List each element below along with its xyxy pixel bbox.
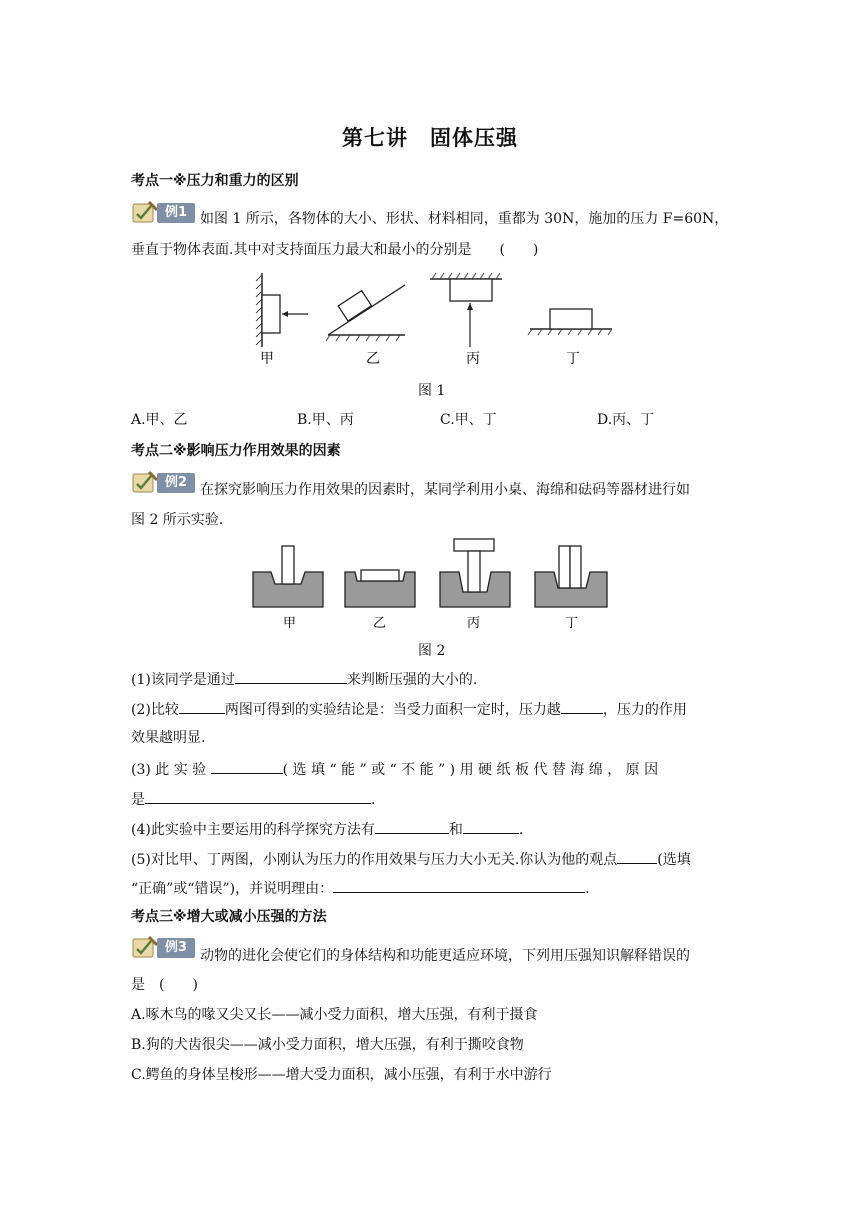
answer-blank[interactable] [375, 818, 449, 834]
example-badge-3 [131, 935, 197, 961]
q3-option-a: A.啄木鸟的喙又尖又长——减小受力面积，增大压强，有利于摄食 [131, 1007, 538, 1023]
figure-1-caption: 图 1 [418, 383, 446, 399]
example-badge-2 [131, 470, 197, 496]
q2-part-5: (5)对比甲、丁两图，小刚认为压力的作用效果与压力大小无关.你认为他的观点 (选填 [131, 848, 691, 870]
q1-option-a: A.甲、乙 [131, 412, 188, 428]
fig1-label-yi: 乙 [366, 351, 380, 367]
fig2-bing [440, 539, 510, 631]
section-heading-3: 考点三※增大或减小压强的方法 [131, 909, 327, 925]
figure-2 [245, 535, 615, 635]
q3-text-line-2: 是 ( ) [131, 977, 198, 993]
q1-option-b: B.甲、丙 [297, 412, 354, 428]
fig1-yi [326, 285, 405, 367]
fig2-label-ding: 丁 [565, 616, 579, 631]
fig2-label-yi: 乙 [373, 616, 387, 631]
q2-part-5-cont: “正确”或“错误”)，并说明理由： . [131, 877, 590, 899]
q2-text-line-1: 在探究影响压力作用效果的因素时，某同学利用小桌、海绵和砝码等器材进行如 [200, 482, 690, 498]
answer-blank[interactable] [179, 698, 225, 714]
q3-option-c: C.鳄鱼的身体呈梭形——增大受力面积，减小压强，有利于水中游行 [131, 1067, 552, 1083]
fig2-yi [345, 570, 415, 631]
fig1-ding [528, 309, 612, 367]
example-badge-1 [131, 200, 197, 226]
page-title: 第七讲 固体压强 [342, 126, 518, 150]
q2-part-4: (4)此实验中主要运用的科学探究方法有 和 . [131, 818, 523, 840]
q2-part-2-cont: 效果越明显. [131, 730, 206, 746]
figure-2-caption: 图 2 [418, 643, 446, 659]
fig2-jia [253, 546, 323, 631]
q2-part-2: (2)比较 两图可得到的实验结论是：当受力面积一定时，压力越 ，压力的作用 [131, 698, 687, 720]
fig1-label-jia: 甲 [260, 351, 274, 367]
q3-text-line-1: 动物的进化会使它们的身体结构和功能更适应环境，下列用压强知识解释错误的 [200, 948, 690, 964]
answer-blank[interactable] [333, 877, 585, 893]
fig2-ding [535, 546, 607, 631]
fig2-label-jia: 甲 [283, 616, 297, 631]
q1-text-line-1: 如图 1 所示，各物体的大小、形状、材料相同，重都为 30N，施加的压力 F=60N， [200, 211, 729, 227]
fig2-label-bing: 丙 [467, 616, 481, 631]
answer-blank[interactable] [235, 668, 347, 684]
answer-blank[interactable] [145, 788, 371, 804]
q2-part-3: (3) 此 实 验 ( 选 填 “ 能 ” 或 “ 不 能 ” ) 用 硬 纸 板 代 替 海 绵 ， 原 因 [131, 758, 658, 780]
figure-1 [230, 265, 630, 375]
answer-blank[interactable] [617, 848, 657, 864]
q1-text-line-2: 垂直于物体表面.其中对支持面压力最大和最小的分别是 ( ) [131, 242, 539, 258]
q3-option-b: B.狗的犬齿很尖——减小受力面积，增大压强，有利于撕咬食物 [131, 1037, 524, 1053]
answer-blank[interactable] [211, 758, 283, 774]
answer-blank[interactable] [561, 698, 603, 714]
fig1-label-ding: 丁 [566, 351, 580, 367]
q2-part-3-cont: 是 . [131, 788, 375, 810]
section-heading-1: 考点一※压力和重力的区别 [131, 173, 299, 189]
example-label-1: 例1 [157, 203, 195, 223]
example-label-3: 例3 [157, 938, 195, 958]
fig1-jia [256, 273, 308, 367]
section-heading-2: 考点二※影响压力作用效果的因素 [131, 443, 341, 459]
answer-blank[interactable] [463, 818, 519, 834]
q2-text-line-2: 图 2 所示实验. [131, 512, 224, 528]
q2-part-1: (1)该同学是通过 来判断压强的大小的. [131, 668, 477, 690]
q1-option-d: D.丙、丁 [597, 412, 655, 428]
example-label-2: 例2 [157, 473, 195, 493]
q1-option-c: C.甲、丁 [440, 412, 497, 428]
fig1-bing [430, 273, 502, 367]
fig1-label-bing: 丙 [466, 351, 480, 367]
